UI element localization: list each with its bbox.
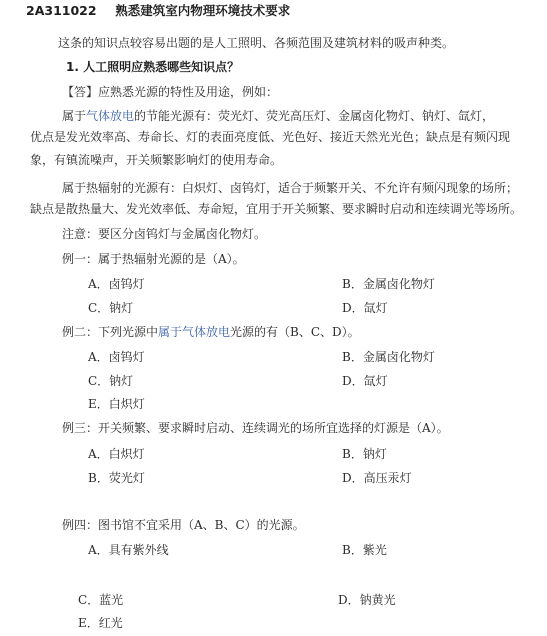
question-title: 人工照明应熟悉哪些知识点？ bbox=[83, 60, 240, 74]
example-2-option-a: A．卤钨灯 bbox=[88, 350, 145, 364]
gas-discharge-line-2: 优点是发光效率高、寿命长、灯的表面亮度低、光色好、接近天然光光色；缺点是有频闪现 bbox=[30, 130, 511, 144]
answer-tag: 【答】 bbox=[62, 85, 99, 99]
example-1-option-b: B．金属卤化物灯 bbox=[342, 277, 435, 291]
example-2-option-e: E．白炽灯 bbox=[88, 397, 145, 411]
thermal-line-1: 属于热辐射的光源有：白炽灯、卤钨灯，适合于频繁开关、不允许有频闪现象的场所； bbox=[62, 181, 519, 195]
highlight-text: 气体放电 bbox=[86, 109, 135, 123]
example-4-option-e: E．红光 bbox=[78, 616, 123, 630]
gas-discharge-line-3: 象，有镇流噪声，开关频繁影响灯的使用寿命。 bbox=[30, 153, 283, 167]
text-fragment: 光源的有（B、C、D）。 bbox=[230, 325, 360, 339]
thermal-line-2: 缺点是散热量大、发光效率低、寿命短，宜用于开关频繁、要求瞬时启动和连续调光等场所。 bbox=[30, 202, 523, 216]
example-1-option-c: C．钠灯 bbox=[88, 301, 134, 315]
example-2-option-c: C．钠灯 bbox=[88, 374, 134, 388]
example-4-option-b: B．紫光 bbox=[342, 543, 387, 557]
text-fragment: 属于 bbox=[62, 109, 87, 123]
text-fragment: 例二：下列光源中 bbox=[62, 325, 159, 339]
example-4-option-d: D．钠黄光 bbox=[338, 593, 396, 607]
answer-first-line: 应熟悉光源的特性及用途，例如： bbox=[98, 85, 279, 99]
example-1-question: 例一：属于热辐射光源的是（A）。 bbox=[62, 252, 245, 266]
example-4-option-c: C．蓝光 bbox=[78, 593, 124, 607]
example-4-option-a: A．具有紫外线 bbox=[88, 543, 169, 557]
example-3-option-a: A．白炽灯 bbox=[88, 447, 145, 461]
intro-paragraph: 这条的知识点较容易出题的是人工照明、各频范围及建筑材料的吸声种类。 bbox=[58, 36, 455, 50]
section-title: 熟悉建筑室内物理环境技术要求 bbox=[115, 3, 291, 18]
question-heading bbox=[66, 59, 239, 75]
document-header bbox=[26, 3, 290, 19]
example-2-option-b: B．金属卤化物灯 bbox=[342, 350, 435, 364]
example-3-question: 例三：开关频繁、要求瞬时启动、连续调光的场所宜选择的灯源是（A）。 bbox=[62, 421, 449, 435]
example-2-option-d: D．氙灯 bbox=[342, 374, 388, 388]
answer-intro bbox=[62, 84, 278, 100]
example-1-option-a: A．卤钨灯 bbox=[88, 277, 145, 291]
example-3-option-b: B．钠灯 bbox=[342, 447, 387, 461]
section-code: 2A311022 bbox=[26, 3, 97, 18]
text-fragment: 的节能光源有：荧光灯、荧光高压灯、金属卤化物灯、钠灯、氙灯， bbox=[134, 109, 495, 123]
highlight-text: 属于气体放电 bbox=[158, 325, 231, 339]
example-2-question bbox=[62, 324, 360, 340]
example-3-option-d: D．高压汞灯 bbox=[342, 471, 412, 485]
example-1-option-d: D．氙灯 bbox=[342, 301, 388, 315]
example-4-question: 例四：图书馆不宜采用（A、B、C）的光源。 bbox=[62, 518, 305, 532]
gas-discharge-line-1 bbox=[62, 108, 494, 124]
example-3-option-c: B．荧光灯 bbox=[88, 471, 145, 485]
question-number: 1. bbox=[66, 60, 79, 74]
note-line: 注意：要区分卤钨灯与金属卤化物灯。 bbox=[62, 227, 267, 241]
